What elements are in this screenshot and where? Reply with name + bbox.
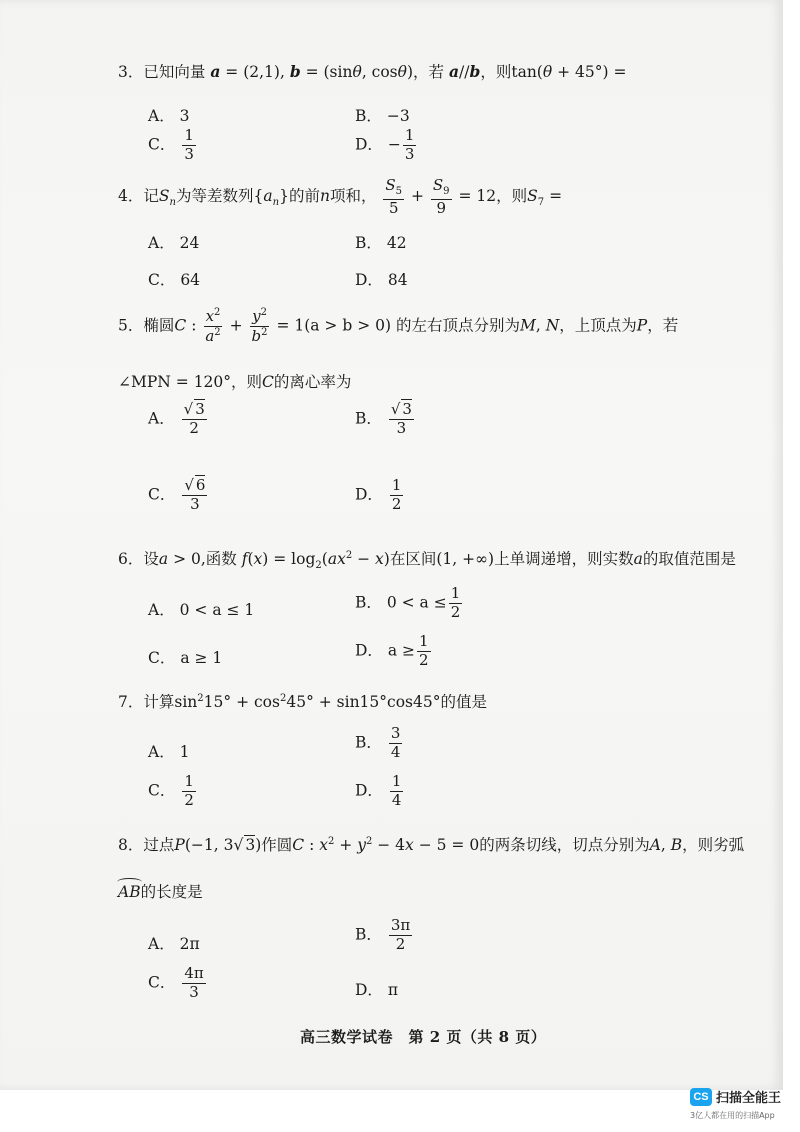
q5-option-c: C． $\frac{√ 6}{3}$ — [148, 476, 206, 513]
q8-option-b: B． $\frac{3\pi}{2}$ — [355, 916, 411, 953]
q3-option-d: D． − $\frac{1}{3}$ — [355, 126, 415, 163]
q8-option-a: A． 2π — [148, 935, 200, 953]
question-7: 7．计算$\sin^215^\circ + \cos^245^\circ + \sin 15^\circ\cos 45^\circ$的值是 — [118, 692, 487, 711]
question-8: 8．过点P(−1, 3√ 3)作圆C : $x^2 + y^2 - 4x - 5 = 0$的两条切线，切点分别为A, B，则劣弧 — [118, 835, 745, 854]
q8-option-c: C． $\frac{4\pi}{3}$ — [148, 964, 204, 1001]
camscanner-tagline: 3亿人都在用的扫描App — [690, 1111, 775, 1120]
q5-option-a: A． $\frac{√ 3}{2}$ — [148, 400, 205, 437]
q3-option-b: B． −3 — [355, 107, 410, 125]
q5-option-d: D． $\frac{1}{2}$ — [355, 476, 402, 513]
q3-option-c: C． $\frac{1}{3}$ — [148, 126, 194, 163]
question-8-line2: AB的长度是 — [118, 883, 203, 901]
q7-option-b: B． $\frac{3}{4}$ — [355, 724, 401, 761]
camscanner-brand: 扫描全能王 — [716, 1091, 782, 1106]
q6-option-a: A． 0 < a ≤ 1 — [148, 601, 255, 619]
q4-option-a: A． 24 — [148, 234, 200, 252]
q5-option-b: B． $\frac{√ 3}{3}$ — [355, 400, 412, 437]
q4-option-c: C． 64 — [148, 271, 201, 289]
q7-option-a: A． 1 — [148, 743, 190, 761]
q8-option-d: D． π — [355, 981, 399, 999]
question-5-line2: ∠MPN = 120°，则C的离心率为 — [118, 373, 352, 391]
camscanner-logo-icon: CS — [690, 1088, 712, 1106]
question-3: 3．已知向量 a = (2,1), b = (sinθ, cosθ)，若 a//b，则tan(θ + 45°) = — [118, 62, 627, 81]
question-6: 6．设a > 0,函数 $f(x) = \log_2(ax^2 - x)$在区间(1, +∞)上单调递增，则实数a的取值范围是 — [118, 549, 736, 572]
q7-option-c: C． $\frac{1}{2}$ — [148, 772, 194, 809]
q4-option-b: B． 42 — [355, 234, 407, 252]
q3-option-a: A． 3 — [148, 107, 190, 125]
page-footer: 高三数学试卷 第 2 页（共 8 页） — [300, 1028, 547, 1046]
question-4: 4．记$S_n$为等差数列$\{a_n\}$的前n项和， $\frac{S_5}{5}$ + $\frac{S_9}{9}$ = 12，则$S_7$ = — [118, 176, 563, 217]
q7-option-d: D． $\frac{1}{4}$ — [355, 772, 402, 809]
q6-option-d: D． a ≥ $\frac{1}{2}$ — [355, 632, 429, 669]
q6-option-b: B． 0 < a ≤ $\frac{1}{2}$ — [355, 584, 461, 621]
question-5: 5．椭圆C : $\frac{x^2}{a^2}$ + $\frac{y^2}{b^2}$ = 1(a > b > 0) 的左右顶点分别为M, N，上顶点为P，若 — [118, 307, 679, 345]
arc-ab: AB — [118, 883, 141, 901]
q4-option-d: D． 84 — [355, 271, 408, 289]
q6-option-c: C． a ≥ 1 — [148, 649, 223, 667]
